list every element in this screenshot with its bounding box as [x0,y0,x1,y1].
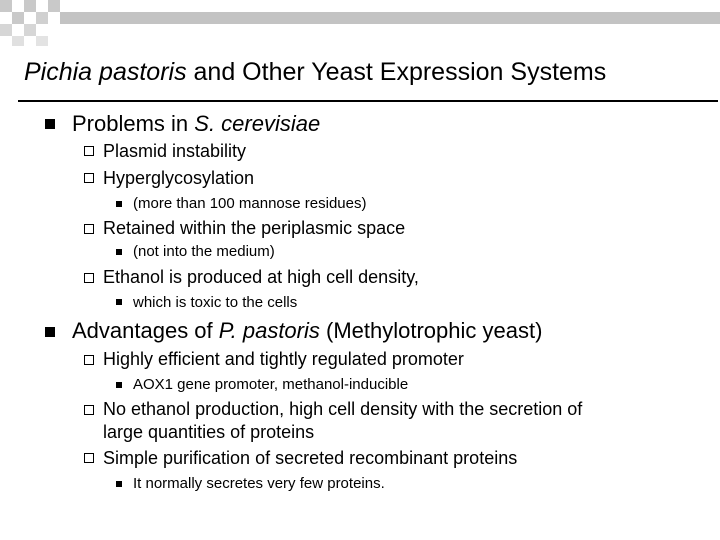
slide-title [24,58,606,87]
title-rest: and Other Yeast Expression Systems [186,58,607,86]
bullet-square-icon [116,382,122,388]
hollow-bullet-icon [84,405,94,415]
advantage-purification-detail: It normally secretes very few proteins. [133,475,385,492]
bullet-square-icon [116,201,122,207]
hollow-bullet-icon [84,355,94,365]
problem-periplasmic: Retained within the periplasmic space [103,218,406,238]
advantage-promoter: Highly efficient and tightly regulated promoter [103,349,464,369]
title-rule [18,100,718,102]
problem-plasmid: Plasmid instability [103,141,247,161]
advantage-promoter-detail: AOX1 gene promoter, methanol-inducible [133,376,409,393]
species-name: P. pastoris [218,318,320,343]
section-advantages: Advantages of P. pastoris (Methylotrophic yeast) [72,318,543,343]
hollow-bullet-icon [84,273,94,283]
bullet-square-icon [45,119,55,129]
section-problems: Problems in S. cerevisiae [72,111,321,136]
advantage-no-ethanol: No ethanol production, high cell density with the secretion of [103,399,583,419]
problem-hyperglycosylation-detail: (more than 100 mannose residues) [133,195,367,212]
hollow-bullet-icon [84,146,94,156]
hollow-bullet-icon [84,224,94,234]
problem-ethanol: Ethanol is produced at high cell density, [103,267,419,287]
title-italic: Pichia pastoris [24,58,187,86]
header-decoration [0,0,720,50]
bullet-square-icon [116,299,122,305]
problem-hyperglycosylation: Hyperglycosylation [103,168,255,188]
species-name: S. cerevisiae [194,111,321,136]
bullet-square-icon [45,327,55,337]
problem-ethanol-detail: which is toxic to the cells [133,294,298,311]
hollow-bullet-icon [84,173,94,183]
advantage-no-ethanol-cont: large quantities of proteins [103,422,315,442]
advantage-purification: Simple purification of secreted recombinant proteins [103,448,518,468]
bullet-square-icon [116,249,122,255]
hollow-bullet-icon [84,453,94,463]
bullet-square-icon [116,481,122,487]
problem-periplasmic-detail: (not into the medium) [133,243,275,260]
